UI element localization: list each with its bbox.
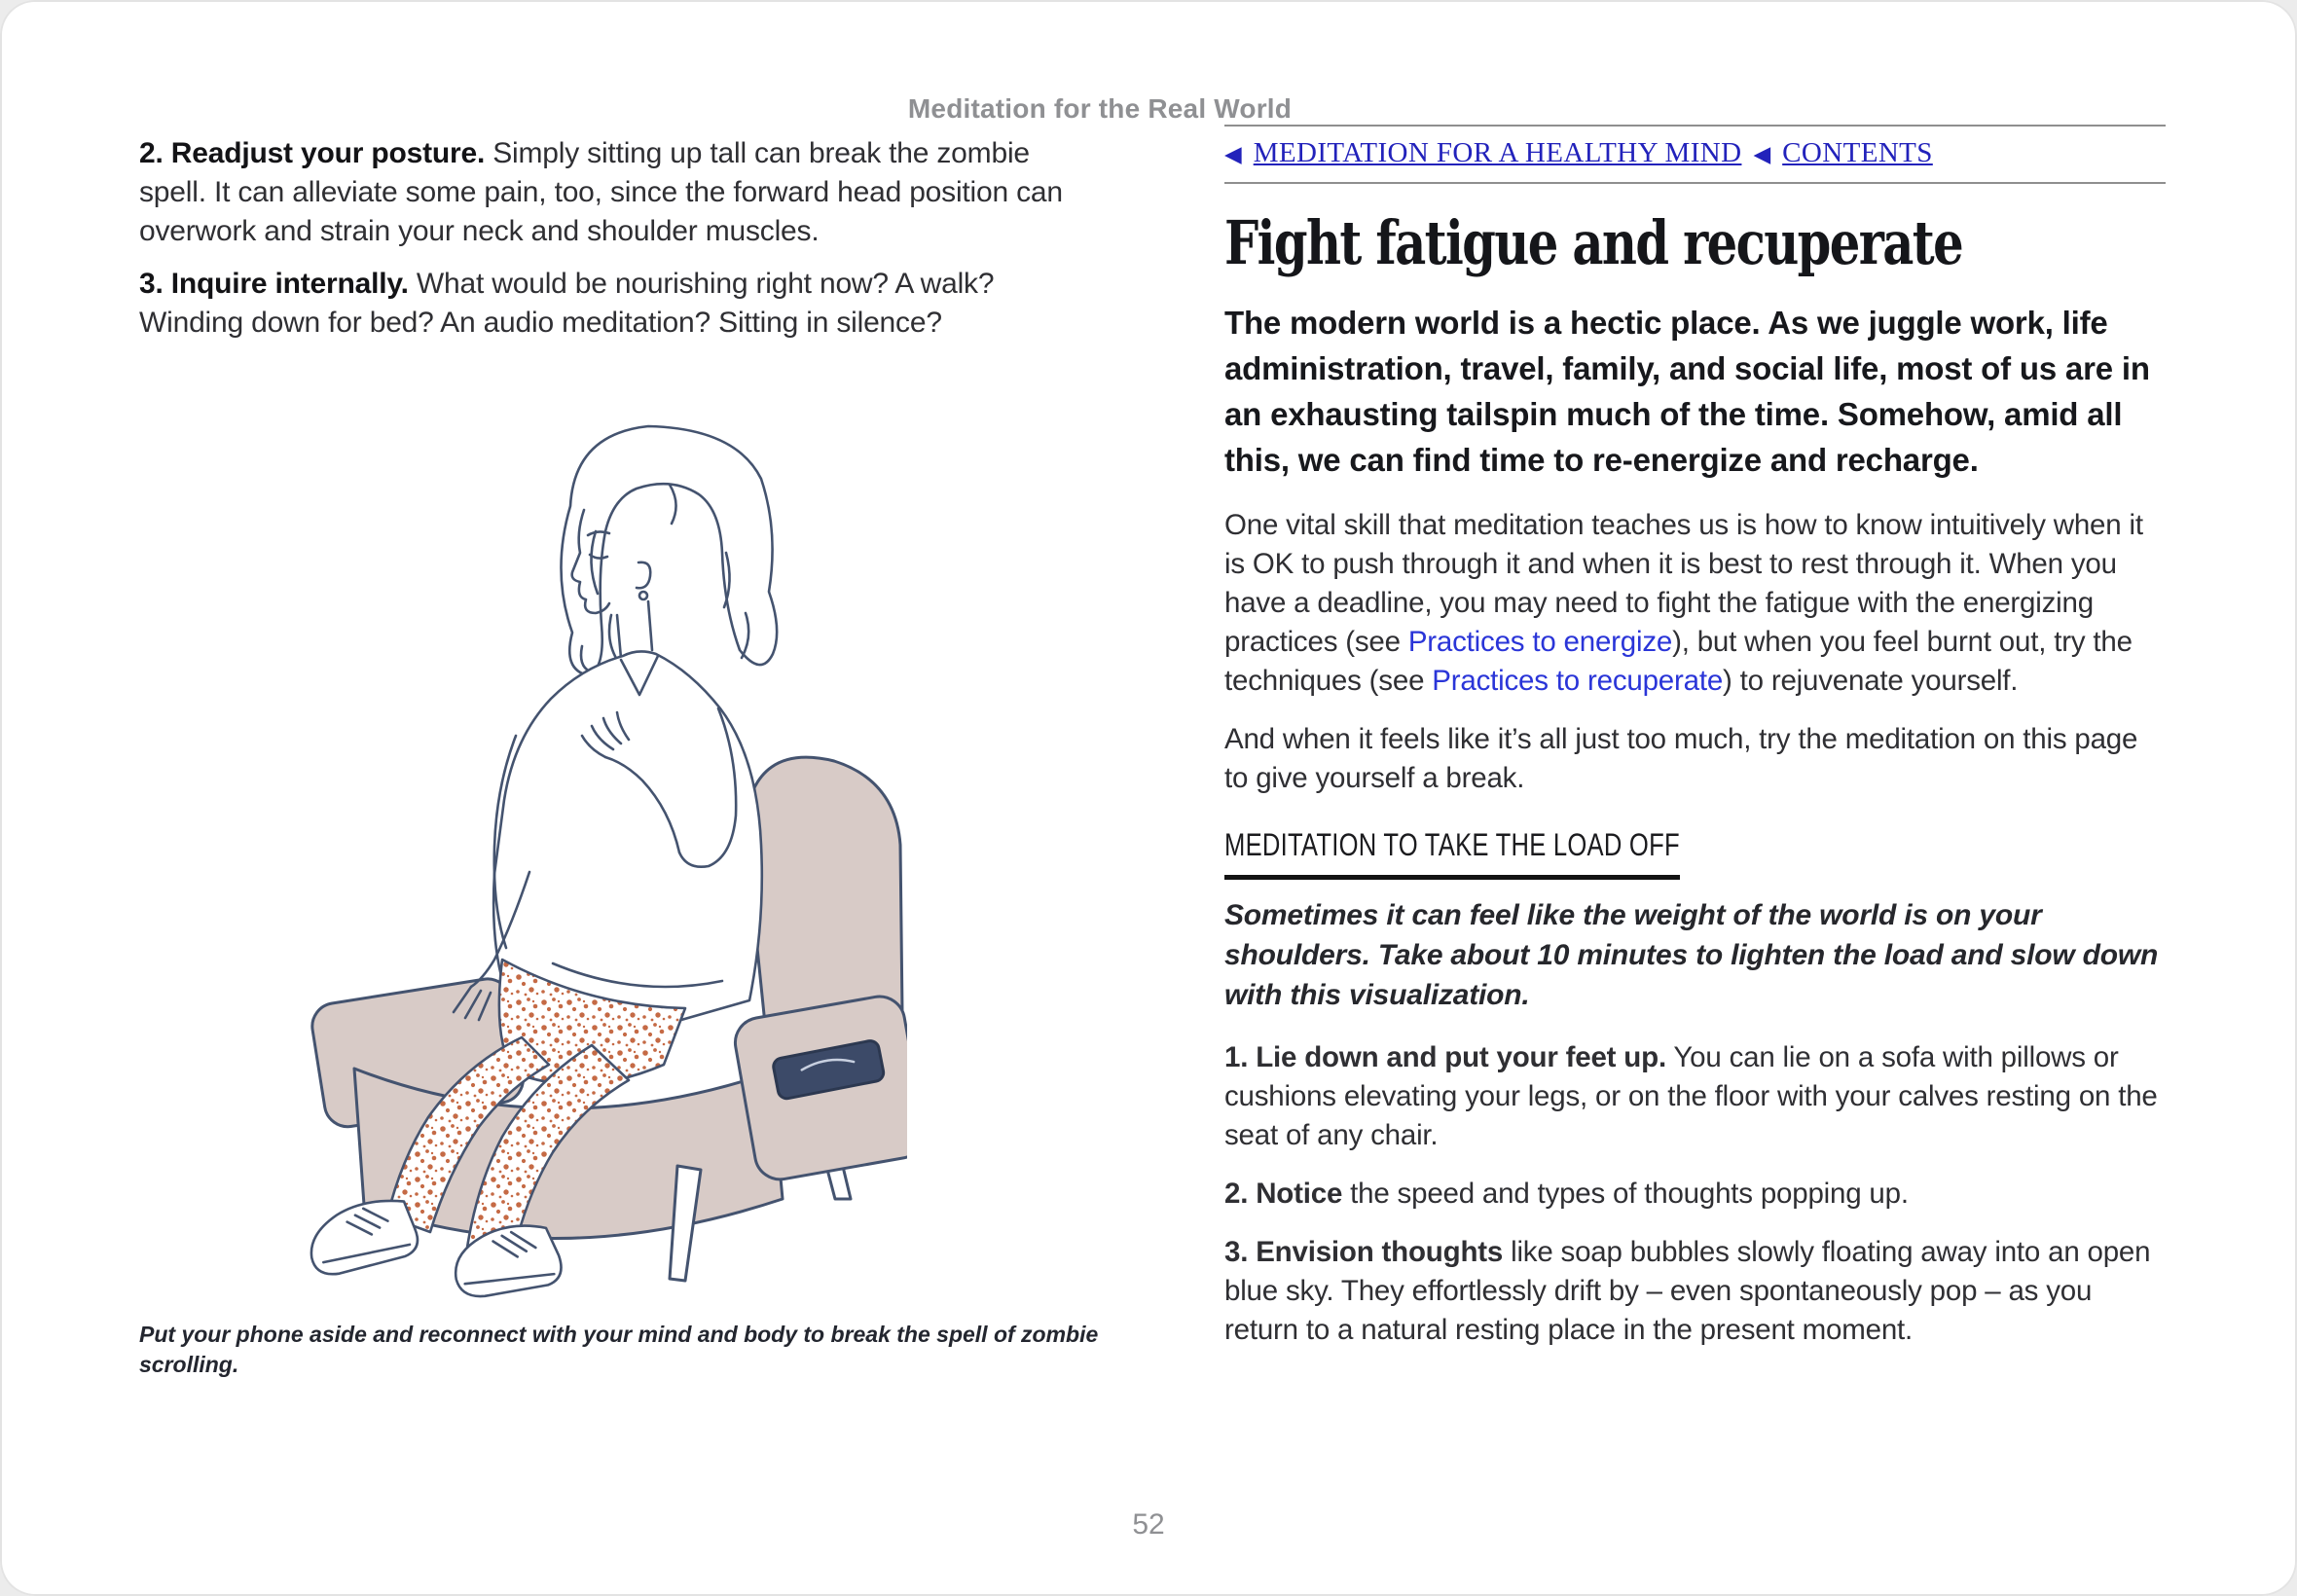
back-arrow-icon: ◀ [1753, 142, 1771, 166]
meditation-step [1224, 1038, 2166, 1155]
lead-paragraph: The modern world is a hectic place. As we juggle work, life administration, travel, family, and social life, most of us are in an exhausting tailspin much of the time. Somehow, amid all this, we can find time to re-energize and recharge. [1224, 305, 2150, 478]
link-practices-to-recuperate[interactable]: Practices to recuperate [1432, 665, 1724, 697]
link-practices-to-energize[interactable]: Practices to energize [1407, 626, 1673, 658]
left-column [139, 134, 1078, 356]
nav-link-contents[interactable]: CONTENTS [1782, 137, 1933, 168]
step-lead: 2. Readjust your posture. [139, 137, 486, 169]
section-intro: Sometimes it can feel like the weight of the world is on your shoulders. Take about 10 minutes to lighten the load and slow down with this visualization. [1224, 899, 2159, 1011]
hair [561, 426, 777, 675]
illustration-caption: Put your phone aside and reconnect with your mind and body to break the spell of zombie scrolling. [139, 1322, 1099, 1377]
step-paragraph [139, 134, 1078, 251]
section-heading: MEDITATION TO TAKE THE LOAD OFF [1224, 827, 1680, 880]
step-text: like soap bubbles slowly floating away into an open blue sky. They effortlessly drift by – even spontaneously pop – as you return to a natural resting place in the present moment. [1224, 1236, 2151, 1346]
earring [639, 592, 647, 599]
torso-shirt [493, 651, 762, 1026]
illustration-svg [261, 415, 907, 1308]
article-title: Fight fatigue and recuperate [1224, 207, 1963, 278]
woman-in-armchair-illustration [261, 415, 907, 1308]
body-paragraph: And when it feels like it’s all just too much, try the meditation on this page to give yourself a break. [1224, 723, 2138, 794]
meditation-step [1224, 1233, 2166, 1350]
step-text: What would be nourishing right now? A walk? Winding down for bed? An audio meditation? Sitting in silence? [139, 268, 995, 339]
step-text: Simply sitting up tall can break the zombie spell. It can alleviate some pain, too, since the forward head position can overwork and strain your neck and shoulder muscles. [139, 137, 1063, 247]
running-header: Meditation for the Real World [907, 93, 1293, 124]
page-number: 52 [1132, 1508, 1165, 1541]
body-paragraph [1224, 506, 2166, 701]
step-lead: 2. Notice [1224, 1178, 1343, 1210]
right-column [1224, 125, 2166, 1369]
paragraph-text: One vital skill that meditation teaches us is how to know intuitively when it is OK to push through it and when it is best to rest through it. When you have a deadline, you may need to fight the fatigue with the energizing practices (see [1224, 509, 2143, 658]
section-heading-wrap [1224, 827, 2166, 880]
meditation-step [1224, 1175, 2166, 1214]
step-lead: 3. Envision thoughts [1224, 1236, 1504, 1268]
ear [637, 562, 650, 588]
chapter-nav-bar [1224, 125, 2166, 184]
paragraph-text: ), but when you feel burnt out, try the techniques (see [1224, 626, 2133, 697]
nav-link-healthy-mind[interactable]: MEDITATION FOR A HEALTHY MIND [1253, 137, 1742, 168]
sneaker [301, 1191, 422, 1285]
step-text: You can lie on a sofa with pillows or cushions elevating your legs, or on the floor with your calves resting on the seat of any chair. [1224, 1041, 2158, 1151]
paragraph-text: ) to rejuvenate yourself. [1723, 665, 2019, 697]
step-lead: 1. Lie down and put your feet up. [1224, 1041, 1666, 1073]
step-text: the speed and types of thoughts popping up. [1350, 1178, 1909, 1210]
step-paragraph [139, 265, 1078, 343]
back-arrow-icon: ◀ [1224, 142, 1242, 166]
step-lead: 3. Inquire internally. [139, 268, 409, 300]
